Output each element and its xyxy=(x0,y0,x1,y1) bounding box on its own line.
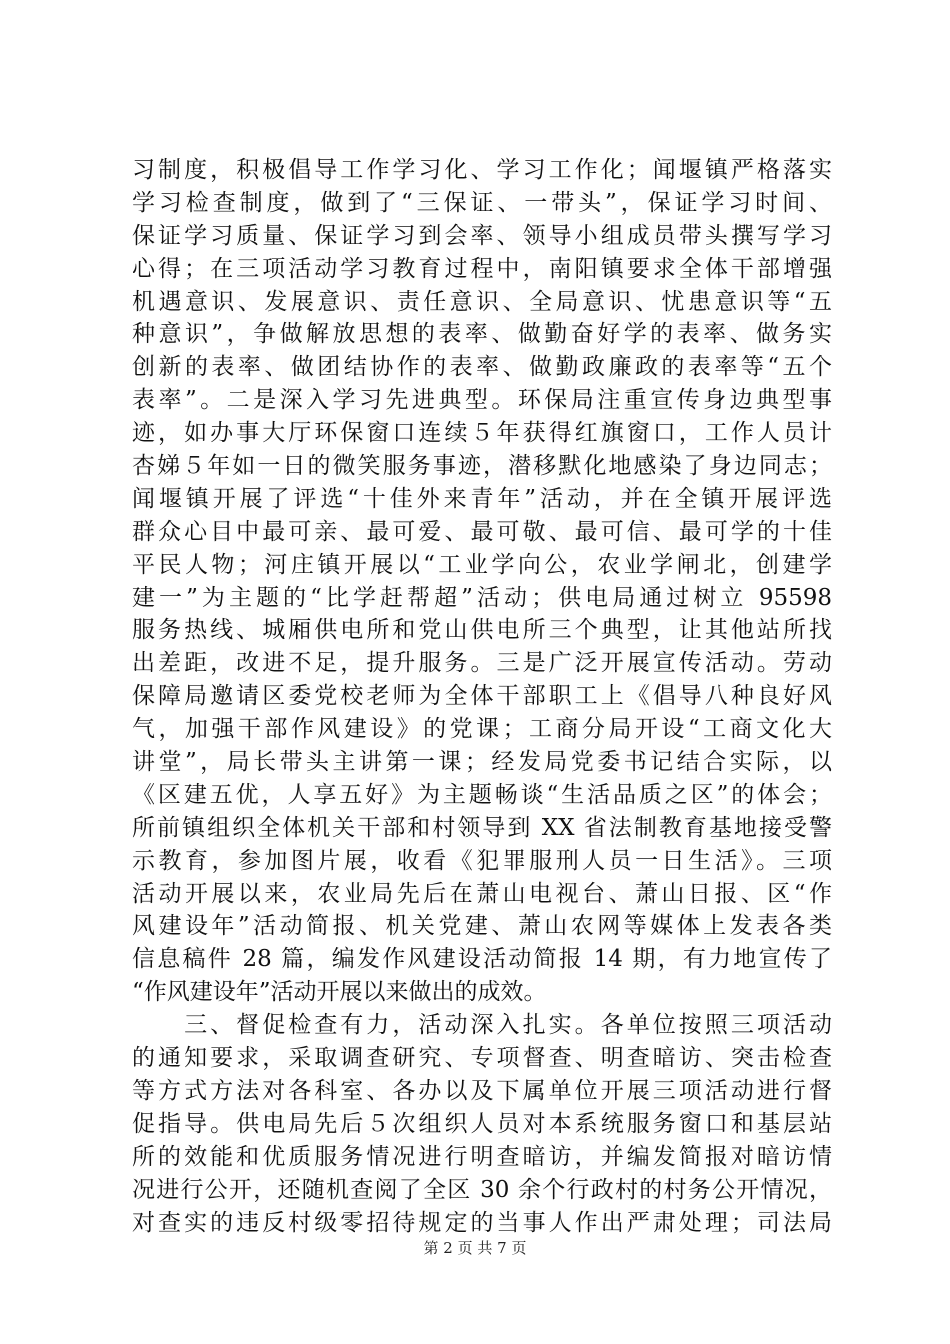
text-line: 讲堂”，局长带头主讲第一课；经发局党委书记结合实际，以 xyxy=(132,749,832,776)
text-line: 等方式方法对各科室、各办以及下属单位开展三项活动进行督 xyxy=(132,1077,832,1104)
text-line: 风建设年”活动简报、机关党建、萧山农网等媒体上发表各类 xyxy=(132,913,832,940)
text-line: 三、督促检查有力，活动深入扎实。各单位按照三项活动 xyxy=(132,1012,832,1039)
text-line: 促指导。供电局先后５次组织人员对本系统服务窗口和基层站 xyxy=(132,1110,832,1137)
text-line: 杏娣５年如一日的微笑服务事迹，潜移默化地感染了身边同志； xyxy=(132,453,832,480)
text-line: 示教育，参加图片展，收看《犯罪服刑人员一日生活》。三项 xyxy=(132,847,832,874)
text-line: 建一”为主题的“比学赶帮超”活动；供电局通过树立 95598 xyxy=(132,584,832,611)
text-line: 保证学习质量、保证学习到会率、领导小组成员带头撰写学习 xyxy=(132,222,832,249)
text-line: 所前镇组织全体机关干部和村领导到 XX 省法制教育基地接受警 xyxy=(132,814,832,841)
text-line: 活动开展以来，农业局先后在萧山电视台、萧山日报、区“作 xyxy=(132,880,832,907)
text-line: 出差距，改进不足，提升服务。三是广泛开展宣传活动。劳动 xyxy=(132,650,832,677)
text-line: 习制度，积极倡导工作学习化、学习工作化；闻堰镇严格落实 xyxy=(132,157,832,183)
text-line: 的通知要求，采取调查研究、专项督查、明查暗访、突击检查 xyxy=(132,1045,832,1072)
text-line: 心得；在三项活动学习教育过程中，南阳镇要求全体干部增强 xyxy=(132,255,832,282)
text-line: 《区建五优，人享五好》为主题畅谈“生活品质之区”的体会； xyxy=(132,781,832,808)
text-line: 服务热线、城厢供电所和党山供电所三个典型，让其他站所找 xyxy=(132,617,832,644)
text-line: 平民人物；河庄镇开展以“工业学向公，农业学闸北，创建学 xyxy=(132,551,832,578)
text-line: 况进行公开，还随机查阅了全区 30 余个行政村的村务公开情况， xyxy=(132,1176,832,1203)
text-line: 学习检查制度，做到了“三保证、一带头”，保证学习时间、 xyxy=(132,189,832,216)
text-line: 所的效能和优质服务情况进行明查暗访，并编发简报对暗访情 xyxy=(132,1143,832,1170)
text-line: 气，加强干部作风建设》的党课；工商分局开设“工商文化大 xyxy=(132,716,832,743)
text-line: 群众心目中最可亲、最可爱、最可敬、最可信、最可学的十佳 xyxy=(132,518,832,545)
text-line: “作风建设年”活动开展以来做出的成效。 xyxy=(132,979,547,1006)
text-line: 种意识”，争做解放思想的表率、做勤奋好学的表率、做务实 xyxy=(132,321,832,348)
page-footer: 第 2 页 共 7 页 xyxy=(423,1239,527,1257)
text-line: 机遇意识、发展意识、责任意识、全局意识、忧患意识等“五 xyxy=(132,288,832,315)
text-line: 迹，如办事大厅环保窗口连续５年获得红旗窗口，工作人员计 xyxy=(132,420,832,447)
text-line: 创新的表率、做团结协作的表率、做勤政廉政的表率等“五个 xyxy=(132,354,832,381)
text-line: 对查实的违反村级零招待规定的当事人作出严肃处理；司法局 xyxy=(132,1209,832,1236)
text-line: 保障局邀请区委党校老师为全体干部职工上《倡导八种良好风 xyxy=(132,683,832,710)
text-line: 信息稿件 28 篇，编发作风建设活动简报 14 期，有力地宣传了 xyxy=(132,946,832,973)
body-text xyxy=(132,154,832,1239)
text-line: 表率”。二是深入学习先进典型。环保局注重宣传身边典型事 xyxy=(132,387,832,414)
text-line: 闻堰镇开展了评选“十佳外来青年”活动，并在全镇开展评选 xyxy=(132,485,832,512)
